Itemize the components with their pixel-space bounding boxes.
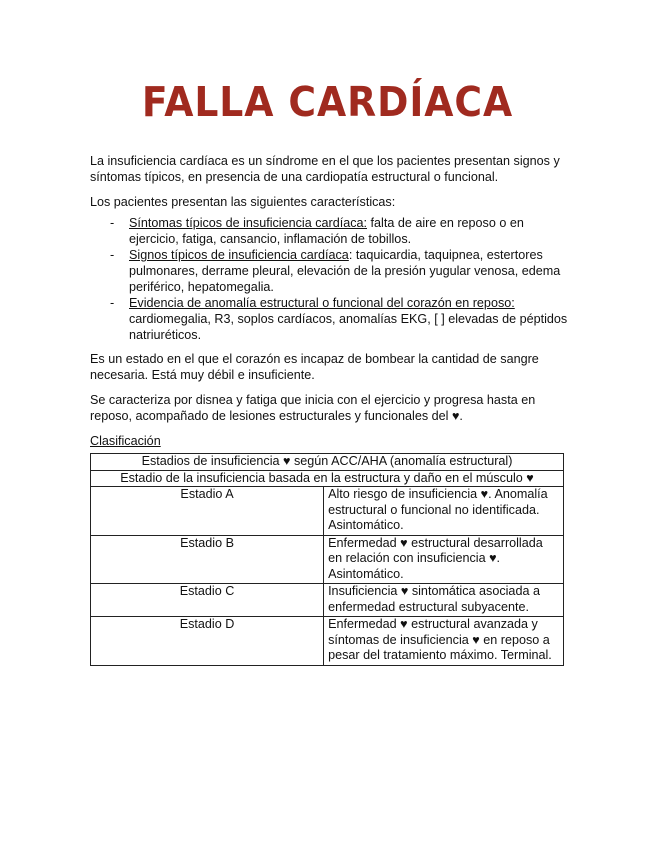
feature-text: falta de aire en reposo o en ejercicio, fatiga, cansancio, inflamación de tobillos. xyxy=(129,216,524,246)
document-body xyxy=(90,153,568,666)
classification-heading: Clasificación xyxy=(90,434,161,448)
table-row xyxy=(91,535,564,584)
feature-text: : taquicardia, taquipnea, estertores pulmonares, derrame pleural, elevación de la presión yugular venosa, edema periférico, hepatomegalia. xyxy=(129,248,561,294)
feature-label: Signos típicos de insuficiencia cardíaca xyxy=(129,248,349,262)
intro-paragraph: La insuficiencia cardíaca es un síndrome en el que los pacientes presentan signos y síntomas típicos, en presencia de una cardiopatía estructural o funcional. xyxy=(90,154,560,184)
features-intro: Los pacientes presentan las siguientes características: xyxy=(90,195,396,209)
table-header-cell: Estadios de insuficiencia ♥ según ACC/AHA (anomalía estructural) xyxy=(91,454,564,471)
feature-text: cardiomegalia, R3, soplos cardíacos, anomalías EKG, [ ] elevadas de péptidos natriuréticos. xyxy=(129,312,568,342)
table-header-cell: Estadio de la insuficiencia basada en la estructura y daño en el músculo ♥ xyxy=(91,470,564,487)
classification-table xyxy=(90,453,564,666)
description-cell: Alto riesgo de insuficiencia ♥. Anomalía estructural o funcional no identificada. Asintomático. xyxy=(324,487,564,536)
list-item xyxy=(90,247,568,295)
description-cell: Insuficiencia ♥ sintomática asociada a enfermedad estructural subyacente. xyxy=(324,584,564,617)
list-bullet: - xyxy=(110,296,115,310)
stage-cell: Estadio D xyxy=(91,617,324,666)
list-item xyxy=(90,215,568,247)
page-title: FALLA CARDÍACA xyxy=(141,78,514,126)
table-header-row xyxy=(91,470,564,487)
table-header-row xyxy=(91,454,564,471)
feature-label: Evidencia de anomalía estructural o funcional del corazón en reposo: xyxy=(129,296,515,310)
description-cell: Enfermedad ♥ estructural desarrollada en relación con insuficiencia ♥. Asintomático. xyxy=(324,535,564,584)
table-row xyxy=(91,584,564,617)
table-row xyxy=(91,617,564,666)
state-paragraph: Es un estado en el que el corazón es incapaz de bombear la cantidad de sangre necesaria. Está muy débil e insuficiente. xyxy=(90,352,539,382)
features-list xyxy=(90,215,568,343)
feature-label: Síntomas típicos de insuficiencia cardíaca: xyxy=(129,216,368,230)
stage-cell: Estadio A xyxy=(91,487,324,536)
characterized-paragraph: Se caracteriza por disnea y fatiga que inicia con el ejercicio y progresa hasta en reposo, acompañado de lesiones estructurales y funcionales del ♥. xyxy=(90,393,536,423)
list-bullet: - xyxy=(110,216,115,230)
stage-cell: Estadio C xyxy=(91,584,324,617)
stage-cell: Estadio B xyxy=(91,535,324,584)
description-cell: Enfermedad ♥ estructural avanzada y síntomas de insuficiencia ♥ en reposo a pesar del tratamiento máximo. Terminal. xyxy=(324,617,564,666)
table-row xyxy=(91,487,564,536)
list-item xyxy=(90,295,568,343)
list-bullet: - xyxy=(110,248,115,262)
